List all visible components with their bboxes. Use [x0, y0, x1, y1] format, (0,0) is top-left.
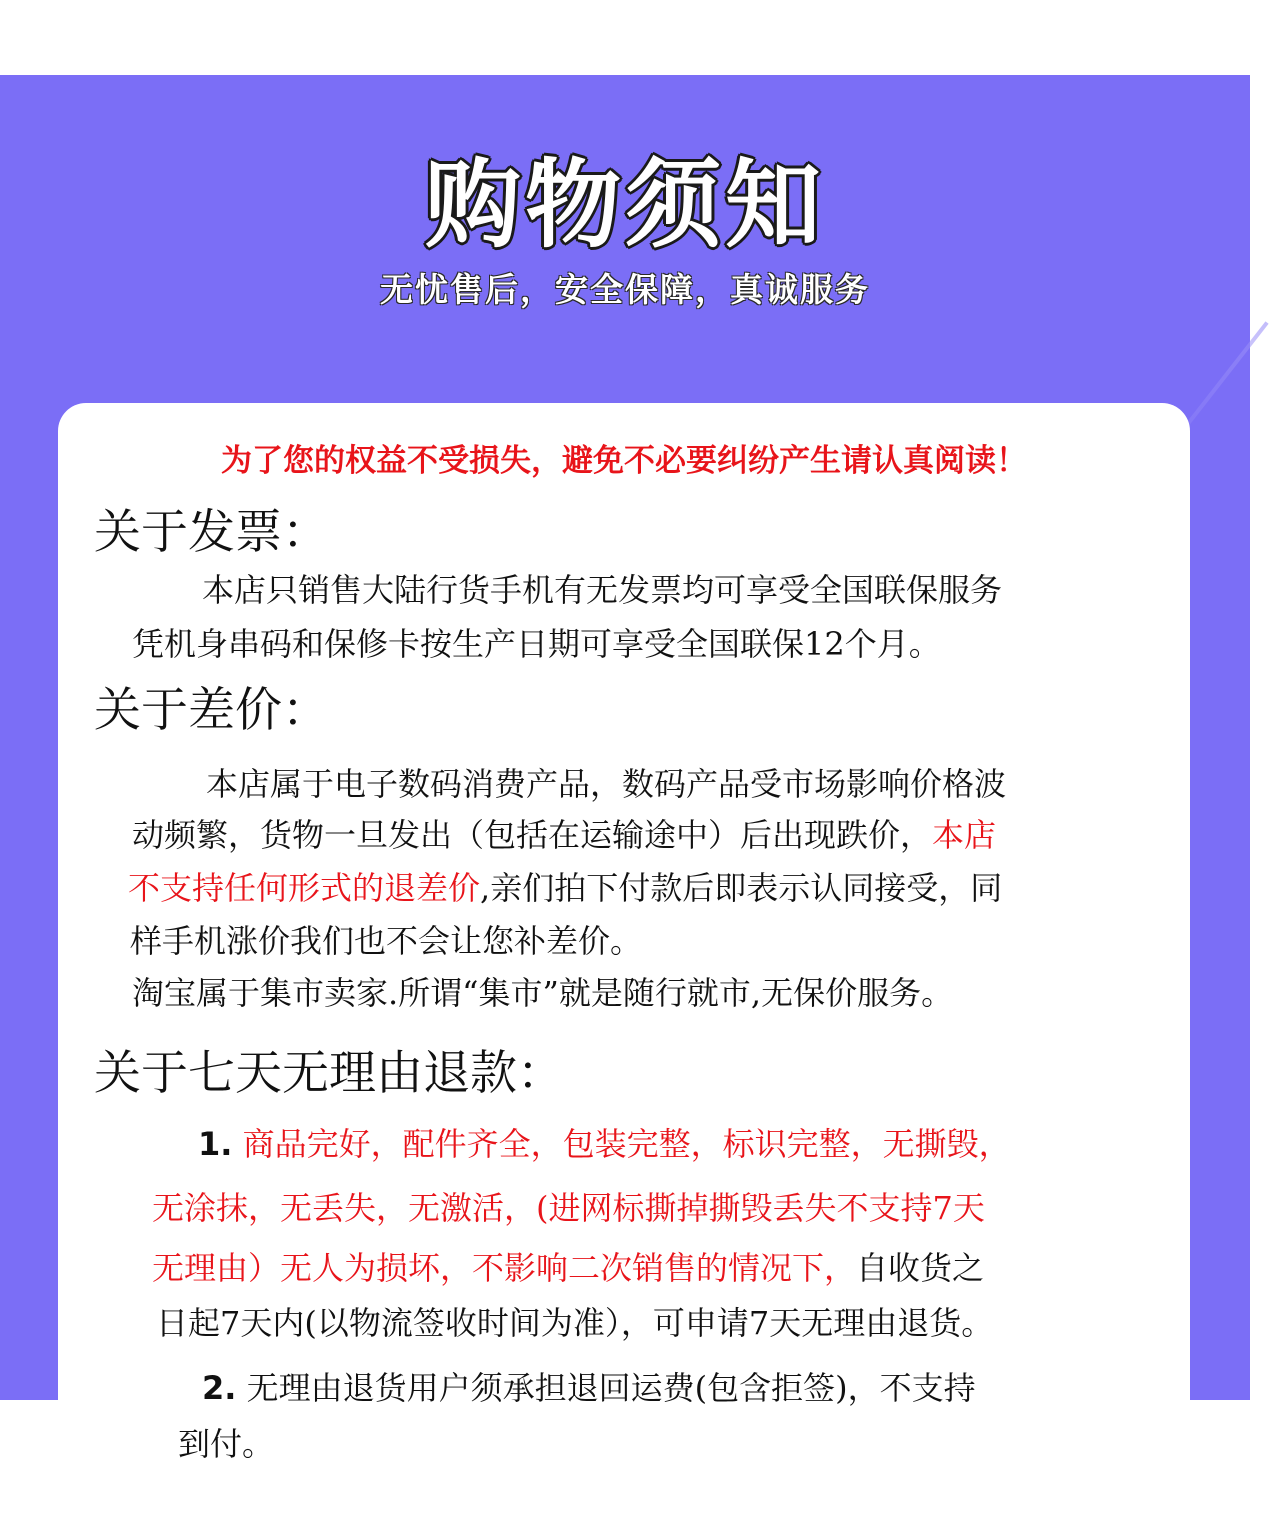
- top-white-strip: [0, 0, 1250, 75]
- refund-item-1-line-3-highlight: 无理由）无人为损坏，不影响二次销售的情况下，: [152, 1249, 857, 1287]
- invoice-line-1: 本店只销售大陆行货手机有无发票均可享受全国联保服务: [202, 571, 1003, 609]
- price-line-2-text: 动频繁，货物一旦发出（包括在运输途中）后出现跌价，: [132, 816, 933, 854]
- price-line-3: [128, 861, 1002, 915]
- refund-item-1-line-1: [198, 1117, 1011, 1171]
- refund-item-2-line-1: [202, 1361, 976, 1415]
- page-title: 购物须知: [425, 149, 825, 261]
- notice-card: [58, 403, 1190, 1523]
- price-line-5: 淘宝属于集市卖家.所谓“集市”就是随行就市,无保价服务。: [132, 974, 954, 1012]
- section-heading-seven-day-refund: 关于七天无理由退款：: [94, 1046, 564, 1101]
- refund-item-1-number: 1.: [198, 1125, 233, 1163]
- price-line-2: [132, 808, 996, 862]
- banner-background: [0, 75, 1250, 1463]
- refund-item-1-line-3-text: 自收货之: [856, 1249, 985, 1287]
- refund-item-1-line-3: [152, 1241, 984, 1295]
- invoice-line-2: 凭机身串码和保修卡按生产日期可享受全国联保12个月。: [132, 625, 941, 663]
- refund-item-2-number: 2.: [202, 1369, 237, 1407]
- refund-item-2-line-1-text: 无理由退货用户须承担退回运费(包含拒签)，不支持: [246, 1369, 976, 1407]
- price-line-2-highlight: 本店: [932, 816, 997, 854]
- price-line-4: 样手机涨价我们也不会让您补差价。: [130, 922, 643, 960]
- price-line-3-highlight: 不支持任何形式的退差价: [128, 869, 481, 907]
- page-subtitle: 无忧售后，安全保障，真诚服务: [380, 270, 870, 309]
- section-heading-price-difference: 关于差价：: [94, 683, 329, 738]
- refund-item-1-line-2: 无涂抹，无丢失，无激活，(进网标撕掉撕毁丢失不支持7天: [152, 1189, 985, 1227]
- refund-item-1-line-4: 日起7天内(以物流签收时间为准），可申请7天无理由退货。: [156, 1304, 994, 1342]
- price-line-3-text: ,亲们拍下付款后即表示认同接受，同: [480, 869, 1003, 907]
- section-heading-invoice: 关于发票：: [94, 505, 329, 560]
- price-line-1: 本店属于电子数码消费产品，数码产品受市场影响价格波: [206, 765, 1007, 803]
- warning-notice: 为了您的权益不受损失，避免不必要纠纷产生请认真阅读！: [221, 443, 1027, 479]
- refund-item-1-line-1-text: 商品完好，配件齐全，包装完整，标识完整，无撕毁，: [242, 1125, 1011, 1163]
- refund-item-2-line-2: 到付。: [178, 1425, 275, 1463]
